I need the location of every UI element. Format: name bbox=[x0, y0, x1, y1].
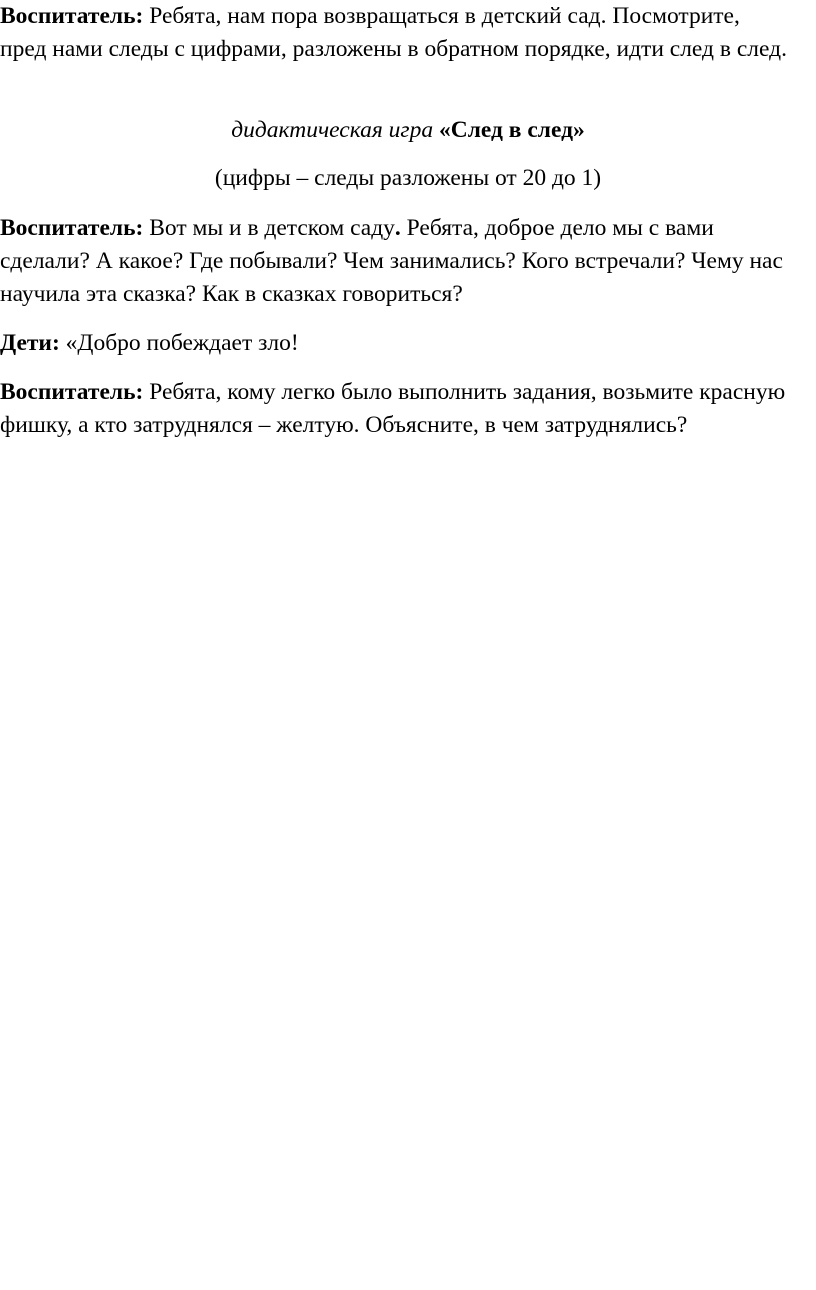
paragraph-intro bbox=[0, 0, 790, 66]
paragraph-text: Ребята, нам пора возвращаться в детский сад. Посмотрите, пред нами следы с цифрами, разложены в обратном порядке, идти след в след. bbox=[0, 3, 787, 62]
speaker-label: Воспитатель: bbox=[0, 379, 144, 405]
game-title-line bbox=[0, 114, 816, 147]
game-title: «След в след» bbox=[438, 117, 585, 143]
paragraph-children-answer bbox=[0, 327, 790, 360]
game-note: (цифры – следы разложены от 20 до 1) bbox=[214, 165, 602, 191]
speaker-label: Воспитатель: bbox=[0, 3, 144, 29]
speaker-label: Дети: bbox=[0, 330, 60, 356]
speaker-label: Воспитатель: bbox=[0, 215, 144, 241]
paragraph-text: Вот мы и в детском саду bbox=[143, 215, 395, 241]
paragraph-text: Ребята, доброе дело мы с вами сделали? А какое? Где побывали? Чем занимались? Кого встречали? Чему нас научила эта сказка? Как в сказках говориться? bbox=[0, 215, 783, 307]
paragraph-teacher-closing bbox=[0, 376, 790, 442]
paragraph-text: «Добро побеждает зло! bbox=[59, 330, 299, 356]
bold-period: . bbox=[394, 215, 401, 241]
paragraph-text: Ребята, кому легко было выполнить задания, возьмите красную фишку, а кто затруднялся – желтую. Объясните, в чем затруднялись? bbox=[0, 379, 786, 438]
paragraph-teacher-question bbox=[0, 212, 800, 311]
game-type: дидактическая игра bbox=[231, 117, 434, 143]
